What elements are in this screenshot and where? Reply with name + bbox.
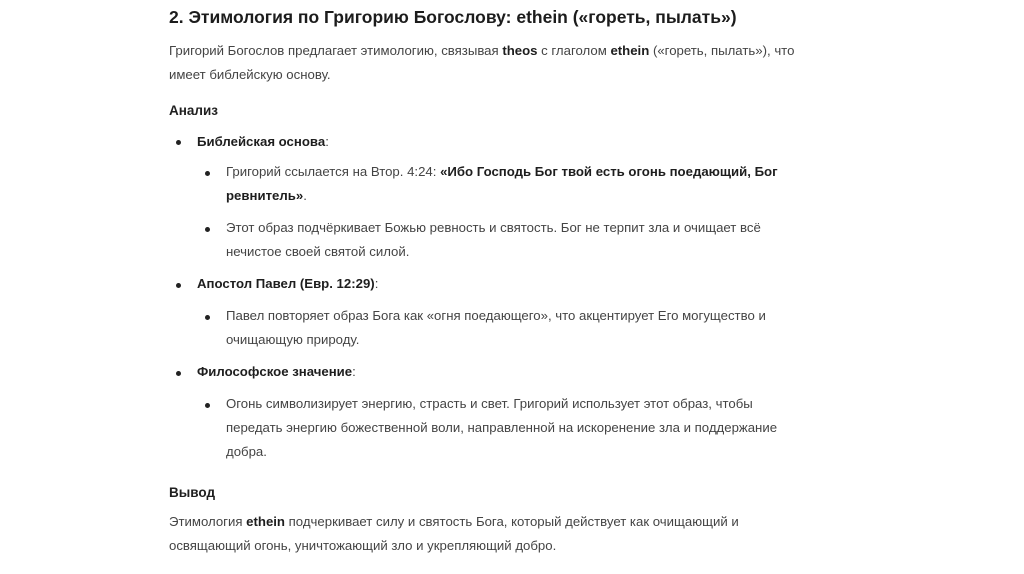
list-item-suffix: :: [374, 276, 379, 291]
intro-term-ethein: ethein: [610, 43, 650, 58]
list-item-label: Библейская основа: [197, 134, 326, 149]
conclusion-heading: Вывод: [169, 485, 216, 500]
bullet-icon: [205, 227, 210, 232]
sub-item-lead: Григорий ссылается на Втор. 4:24:: [226, 164, 441, 179]
intro-paragraph: [169, 39, 809, 87]
conclusion-text: подчеркивает силу и святость Бога, который действует как очищающий и освящающий огонь, уничтожающий зло и укрепляющий добро.: [169, 514, 739, 553]
bullet-icon: [205, 171, 210, 176]
bullet-icon: [176, 140, 181, 145]
intro-term-theos: theos: [502, 43, 538, 58]
bullet-icon: [205, 403, 210, 408]
sub-item-deut-reference: [226, 160, 806, 208]
sub-item-quote: «Ибо Господь Бог твой есть огонь поедающий, Бог ревнитель»: [226, 164, 778, 203]
analysis-heading: Анализ: [169, 103, 218, 118]
section-title: 2. Этимология по Григорию Богослову: ethein («гореть, пылать»): [169, 7, 737, 27]
conclusion-paragraph: [169, 510, 809, 558]
intro-text: Григорий Богослов предлагает этимологию, связывая: [169, 43, 503, 58]
conclusion-text: Этимология: [169, 514, 247, 529]
sub-item-fire-symbol: Огонь символизирует энергию, страсть и свет. Григорий использует этот образ, чтобы передать энергию божественной воли, направленной на искоренение зла и поддержание добра.: [226, 396, 778, 459]
bullet-icon: [205, 315, 210, 320]
list-item-biblical-basis: [197, 130, 797, 154]
list-item-philosophical: [197, 360, 797, 384]
intro-text: («гореть, пылать»), что имеет библейскую основу.: [169, 43, 795, 82]
sub-item-paul-image: Павел повторяет образ Бога как «огня поедающего», что акцентирует Его могущество и очищающую природу.: [226, 308, 766, 347]
bullet-icon: [176, 371, 181, 376]
list-item-label: Философское значение: [197, 364, 353, 379]
sub-item-tail: .: [303, 188, 307, 203]
list-item-suffix: :: [352, 364, 356, 379]
list-item-suffix: :: [325, 134, 329, 149]
list-item-apostle-paul: [197, 272, 797, 296]
intro-text: с глаголом: [537, 43, 611, 58]
sub-item-holiness: Этот образ подчёркивает Божью ревность и святость. Бог не терпит зла и очищает всё нечистое своей святой силой.: [226, 220, 761, 259]
bullet-icon: [176, 283, 181, 288]
conclusion-term-ethein: ethein: [246, 514, 285, 529]
list-item-label: Апостол Павел (Евр. 12:29): [197, 276, 375, 291]
